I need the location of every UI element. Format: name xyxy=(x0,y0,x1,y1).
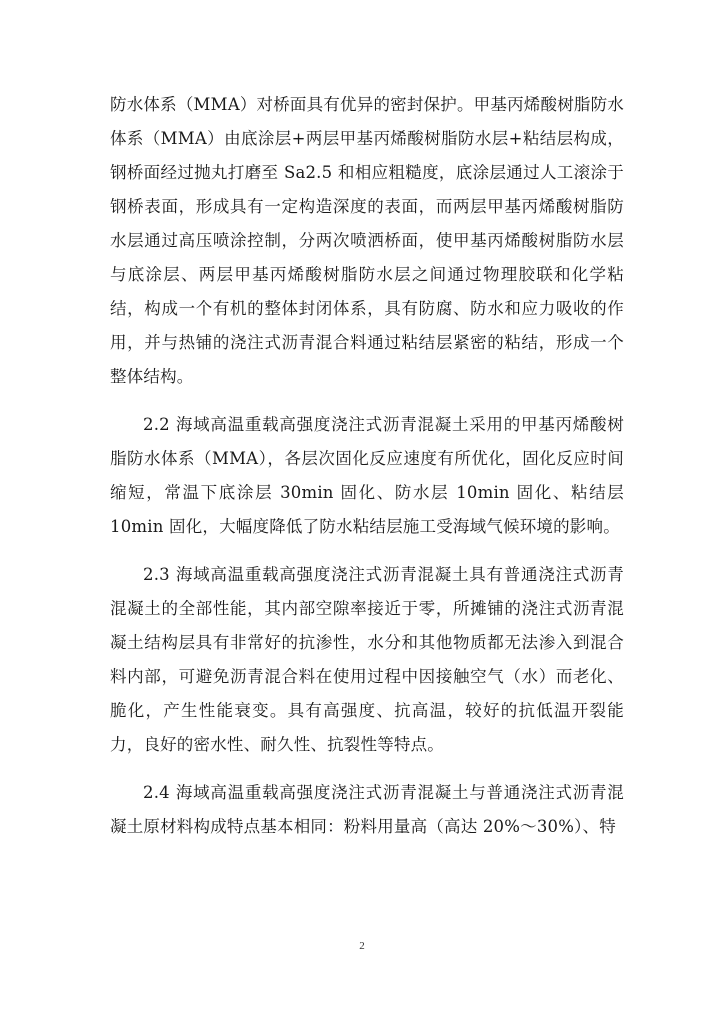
paragraph-2: 2.2 海域高温重载高强度浇注式沥青混凝土采用的甲基丙烯酸树脂防水体系（MMA），各层次固化反应速度有所优化，固化反应时间缩短，常温下底涂层 30min 固化、防水层 10min 固化、粘结层 10min 固化，大幅度降低了防水粘结层施工受海域气候环境的影响。 xyxy=(110,415,624,536)
paragraph-1: 防水体系（MMA）对桥面具有优异的密封保护。甲基丙烯酸树脂防水体系（MMA）由底涂层+两层甲基丙烯酸树脂防水层+粘结层构成，钢桥面经过抛丸打磨至 Sa2.5 和相应粗糙度，底涂层通过人工滚涂于钢桥表面，形成具有一定构造深度的表面，而两层甲基丙烯酸树脂防水层通过高压喷涂控制，分两次喷洒桥面，使甲基丙烯酸树脂防水层与底涂层、两层甲基丙烯酸树脂防水层之间通过物理胶联和化学粘结，构成一个有机的整体封闭体系，具有防腐、防水和应力吸收的作用，并与热铺的浇注式沥青混合料通过粘结层紧密的粘结，形成一个整体结构。 xyxy=(110,95,624,386)
page-number: 2 xyxy=(359,940,365,952)
paragraph-3: 2.3 海域高温重载高强度浇注式沥青混凝土具有普通浇注式沥青混凝土的全部性能，其内部空隙率接近于零，所摊铺的浇注式沥青混凝土结构层具有非常好的抗渗性，水分和其他物质都无法渗入到混合料内部，可避免沥青混合料在使用过程中因接触空气（水）而老化、脆化，产生性能衰变。具有高强度、抗高温，较好的抗低温开裂能力，良好的密水性、耐久性、抗裂性等特点。 xyxy=(110,565,624,754)
paragraph-gap xyxy=(110,762,624,776)
paragraph-gap xyxy=(110,394,624,408)
paragraph-gap xyxy=(110,544,624,558)
paragraph-4: 2.4 海域高温重载高强度浇注式沥青混凝土与普通浇注式沥青混凝土原材料构成特点基本相同：粉料用量高（高达 20%～30%）、特 xyxy=(110,783,624,836)
document-body xyxy=(110,88,624,844)
